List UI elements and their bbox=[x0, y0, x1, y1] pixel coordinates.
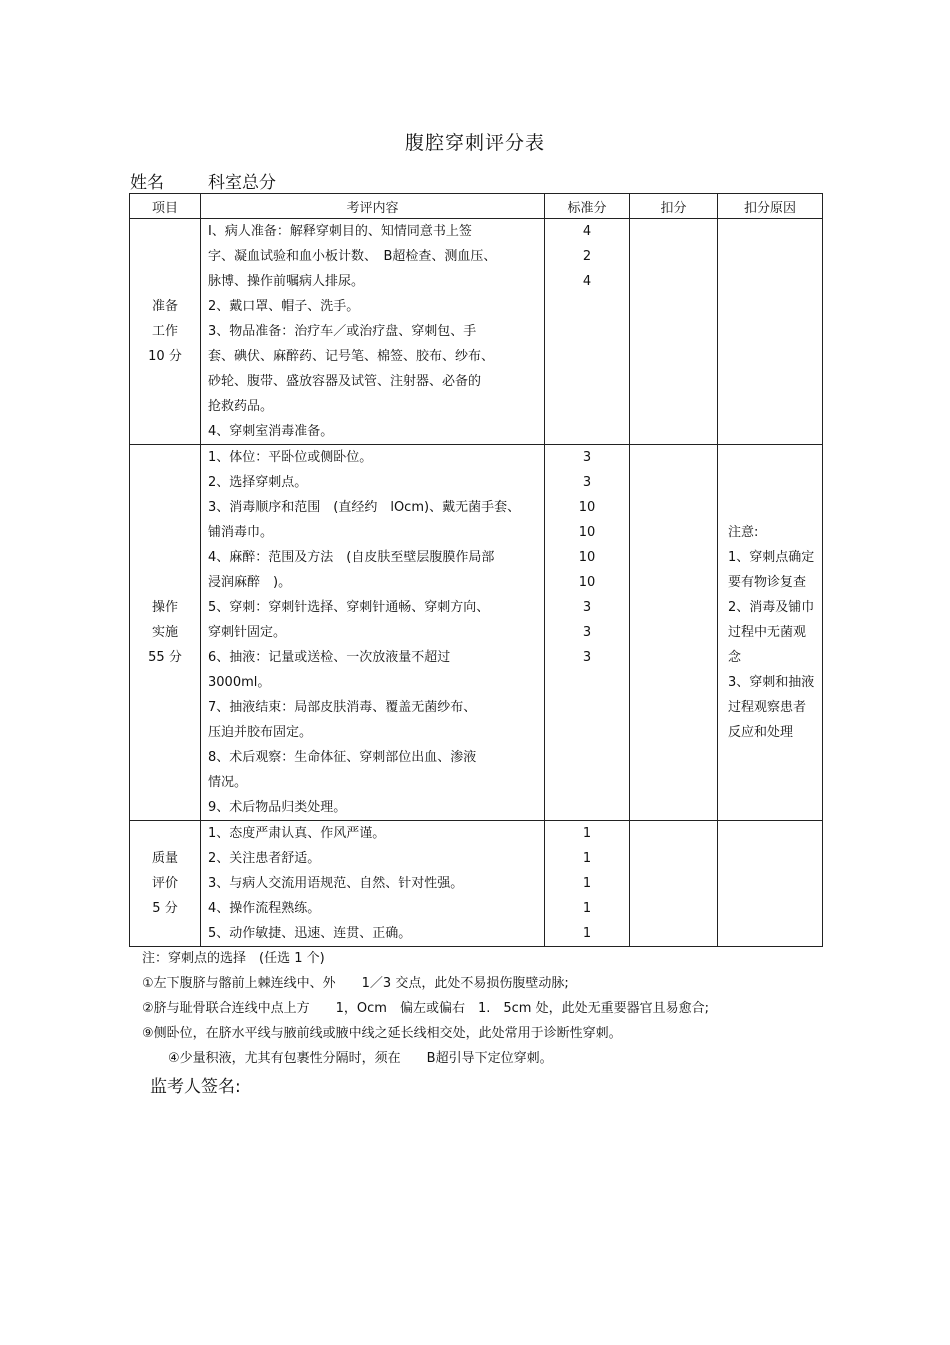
header-standard-score: 标准分 bbox=[545, 194, 630, 219]
deduction-reason-line: 3、穿刺和抽液 bbox=[728, 675, 815, 690]
note-line: ⑨侧卧位，在脐水平线与腋前线或腋中线之延长线相交处，此处常用于诊断性穿刺。 bbox=[142, 1026, 622, 1041]
content-line: 8、术后观察：生命体征、穿刺部位出血、渗液 bbox=[208, 750, 477, 765]
content-line: 1、体位：平卧位或侧卧位。 bbox=[208, 450, 373, 465]
content-line: 9、术后物品归类处理。 bbox=[208, 800, 347, 815]
standard-score-cell bbox=[545, 445, 630, 821]
section-label-spacer bbox=[130, 821, 200, 846]
section-label-line: 5 分 bbox=[152, 901, 178, 916]
deduction-reason-line: 1、穿刺点确定 bbox=[728, 550, 815, 565]
section-label-spacer bbox=[130, 219, 200, 244]
content-line: 套、碘伏、麻醉药、记号笔、棉签、胶布、纱布、 bbox=[208, 349, 495, 364]
standard-score-line: 1 bbox=[582, 851, 592, 866]
standard-score-cell bbox=[545, 219, 630, 445]
standard-score-line: 3 bbox=[582, 625, 592, 640]
section-label-spacer bbox=[130, 445, 200, 470]
dept-score-label: 科室总分 bbox=[208, 173, 276, 193]
content-cell bbox=[201, 219, 545, 445]
section-label-spacer bbox=[130, 495, 200, 520]
content-line: 4、穿刺室消毒准备。 bbox=[208, 424, 334, 439]
content-line: 抢救药品。 bbox=[208, 399, 274, 414]
content-line: 情况。 bbox=[208, 775, 248, 790]
section-label-line: 操作 bbox=[151, 600, 178, 615]
notes-block bbox=[142, 946, 709, 1071]
deduction-reason-cell bbox=[718, 219, 823, 445]
note-line: ①左下腹脐与髂前上棘连线中、外 1／3 交点，此处不易损伤腹壁动脉; bbox=[142, 976, 569, 991]
deduction-cell bbox=[630, 445, 718, 821]
content-line: 4、操作流程熟练。 bbox=[208, 901, 321, 916]
content-cell bbox=[201, 821, 545, 947]
deduction-reason-line: 过程中无菌观 bbox=[728, 625, 807, 640]
section-label-cell bbox=[130, 219, 201, 445]
standard-score-line: 10 bbox=[578, 575, 596, 590]
note-line: 注：穿刺点的选择 (任选 1 个) bbox=[142, 951, 325, 966]
section-row bbox=[130, 821, 823, 947]
content-line: 砂轮、腹带、盛放容器及试管、注射器、必备的 bbox=[208, 374, 482, 389]
standard-score-line: 1 bbox=[582, 901, 592, 916]
content-line: I、病人准备：解释穿刺目的、知情同意书上签 bbox=[208, 224, 472, 239]
section-label-line: 评价 bbox=[151, 876, 178, 891]
section-label-line: 工作 bbox=[151, 324, 178, 339]
note-line: ②脐与耻骨联合连线中点上方 1，Ocm 偏左或偏右 1. 5cm 处，此处无重要器官且易愈合; bbox=[142, 1001, 709, 1016]
content-line: 1、态度严肃认真、作风严谨。 bbox=[208, 826, 386, 841]
content-line: 2、关注患者舒适。 bbox=[208, 851, 321, 866]
content-line: 2、选择穿刺点。 bbox=[208, 475, 308, 490]
deduction-reason-spacer bbox=[718, 445, 822, 470]
table-body bbox=[130, 219, 823, 947]
deduction-reason-line: 念 bbox=[728, 650, 742, 665]
section-label-line: 实施 bbox=[151, 625, 178, 640]
section-label-spacer bbox=[130, 470, 200, 495]
standard-score-line: 10 bbox=[578, 500, 596, 515]
deduction-reason-cell bbox=[718, 821, 823, 947]
deduction-reason-line: 2、消毒及铺巾 bbox=[728, 600, 815, 615]
deduction-reason-line: 要有物诊复查 bbox=[728, 575, 807, 590]
deduction-reason-spacer bbox=[718, 495, 822, 520]
content-line: 压迫并胶布固定。 bbox=[208, 725, 313, 740]
section-label-cell bbox=[130, 821, 201, 947]
standard-score-line: 10 bbox=[578, 525, 596, 540]
deduction-reason-line: 注意: bbox=[728, 525, 759, 540]
content-line: 6、抽液：记量或送检、一次放液量不超过 bbox=[208, 650, 451, 665]
content-line: 5、穿刺：穿刺针选择、穿刺针通畅、穿刺方向、 bbox=[208, 600, 490, 615]
content-line: 7、抽液结束：局部皮肤消毒、覆盖无菌纱布、 bbox=[208, 700, 477, 715]
deduction-cell bbox=[630, 219, 718, 445]
deduction-reason-spacer bbox=[718, 470, 822, 495]
standard-score-line: 3 bbox=[582, 450, 592, 465]
standard-score-line: 4 bbox=[582, 274, 592, 289]
content-line: 3000ml。 bbox=[208, 675, 271, 690]
header-project: 项目 bbox=[130, 194, 201, 219]
section-label-spacer bbox=[130, 520, 200, 545]
standard-score-line: 1 bbox=[582, 826, 592, 841]
deduction-reason-cell bbox=[718, 445, 823, 821]
section-row bbox=[130, 219, 823, 445]
section-row bbox=[130, 445, 823, 821]
note-line: ④少量积液，尤其有包裹性分隔时，须在 B超引导下定位穿刺。 bbox=[142, 1051, 553, 1066]
section-label-line: 55 分 bbox=[148, 650, 182, 665]
content-line: 3、物品准备：治疗车／或治疗盘、穿刺包、手 bbox=[208, 324, 477, 339]
section-label-spacer bbox=[130, 244, 200, 269]
deduction-reason-line: 反应和处理 bbox=[728, 725, 794, 740]
section-label-line: 准备 bbox=[151, 299, 178, 314]
standard-score-line: 1 bbox=[582, 876, 592, 891]
content-line: 2、戴口罩、帽子、洗手。 bbox=[208, 299, 360, 314]
section-label-spacer bbox=[130, 545, 200, 570]
standard-score-line: 3 bbox=[582, 600, 592, 615]
standard-score-line: 2 bbox=[582, 249, 592, 264]
content-line: 脉博、操作前嘱病人排尿。 bbox=[208, 274, 365, 289]
content-line: 4、麻醉：范围及方法 (自皮肤至壁层腹膜作局部 bbox=[208, 550, 495, 565]
content-line: 铺消毒巾。 bbox=[208, 525, 274, 540]
section-label-cell bbox=[130, 445, 201, 821]
content-line: 5、动作敏捷、迅速、连贯、正确。 bbox=[208, 926, 412, 941]
info-row bbox=[130, 168, 276, 193]
content-line: 字、凝血试验和血小板计数、 B超检查、测血压、 bbox=[208, 249, 497, 264]
examiner-signature-label: 监考人签名: bbox=[150, 1077, 241, 1097]
standard-score-line: 1 bbox=[582, 926, 592, 941]
section-label-spacer bbox=[130, 269, 200, 294]
table-header-row bbox=[130, 194, 823, 219]
header-deduction: 扣分 bbox=[630, 194, 718, 219]
standard-score-line: 10 bbox=[578, 550, 596, 565]
name-label: 姓名 bbox=[130, 173, 164, 193]
content-line: 3、消毒顺序和范围 (直经约 lOcm)、戴无菌手套、 bbox=[208, 500, 521, 515]
section-label-spacer bbox=[130, 570, 200, 595]
content-line: 3、与病人交流用语规范、自然、针对性强。 bbox=[208, 876, 464, 891]
content-line: 穿刺针固定。 bbox=[208, 625, 287, 640]
deduction-reason-line: 过程观察患者 bbox=[728, 700, 807, 715]
page-title: 腹腔穿刺评分表 bbox=[404, 132, 545, 154]
standard-score-line: 3 bbox=[582, 650, 592, 665]
deduction-cell bbox=[630, 821, 718, 947]
standard-score-cell bbox=[545, 821, 630, 947]
content-line: 浸润麻醉 )。 bbox=[208, 575, 292, 590]
standard-score-line: 3 bbox=[582, 475, 592, 490]
standard-score-line: 4 bbox=[582, 224, 592, 239]
section-label-line: 质量 bbox=[151, 851, 178, 866]
header-deduction-reason: 扣分原因 bbox=[718, 194, 823, 219]
section-label-line: 10 分 bbox=[148, 349, 182, 364]
header-content: 考评内容 bbox=[201, 194, 545, 219]
content-cell bbox=[201, 445, 545, 821]
score-table bbox=[129, 193, 823, 947]
